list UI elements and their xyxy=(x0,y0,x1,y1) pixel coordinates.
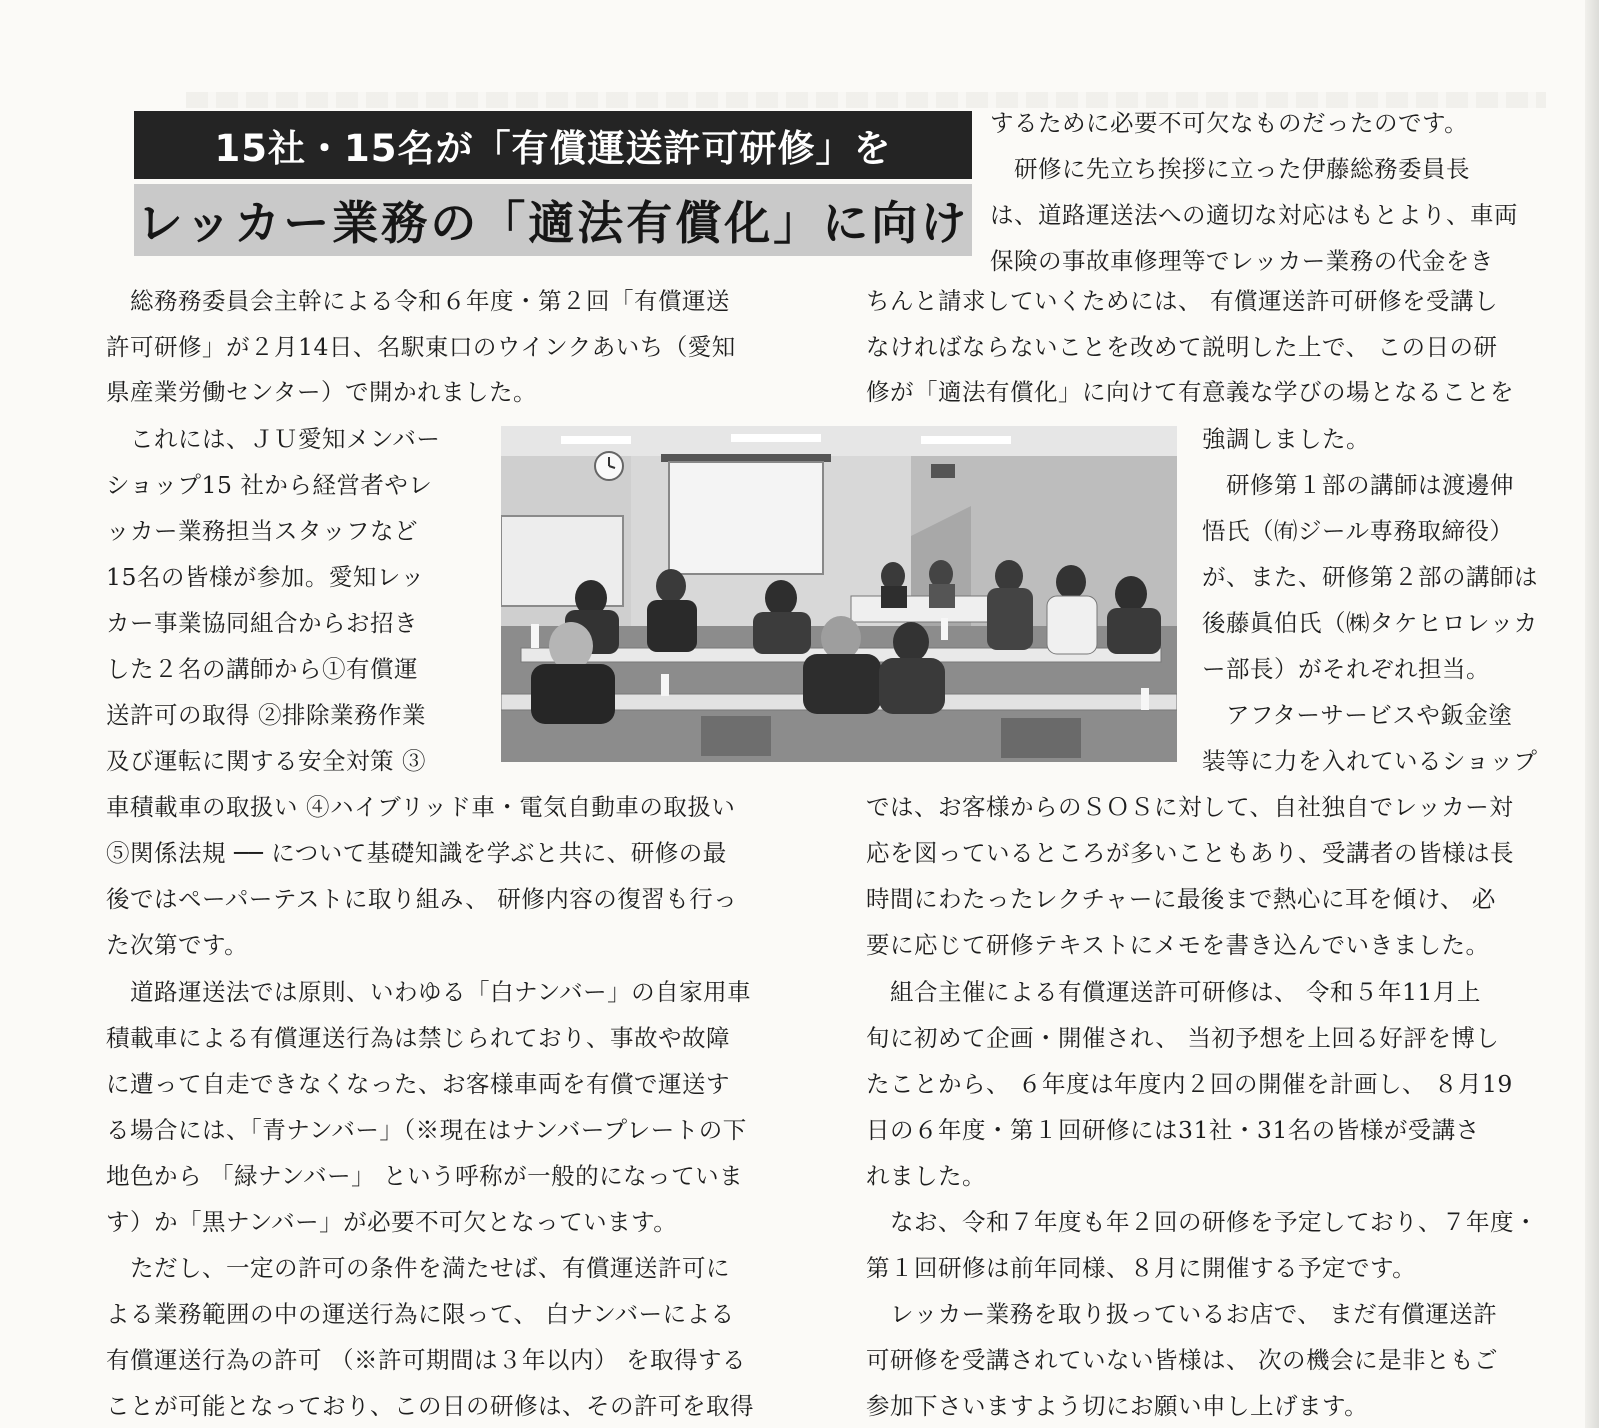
body-line-left: 送許可の取得 ②排除業務作業 xyxy=(106,701,426,729)
body-line-right: 可研修を受講されていない皆様は、 次の機会に是非ともご xyxy=(866,1346,1498,1374)
body-line-right: 要に応じて研修テキストにメモを書き込んでいきました。 xyxy=(866,931,1490,959)
body-line-right: れました。 xyxy=(866,1162,986,1190)
body-line-right: 参加下さいますよう切にお願い申し上げます。 xyxy=(866,1392,1369,1420)
body-line-right: 研修に先立ち挨拶に立った伊藤総務委員長 xyxy=(990,155,1470,183)
body-line-left: 車積載車の取扱い ④ハイブリッド車・電気自動車の取扱い xyxy=(106,793,736,821)
body-line-right: では、お客様からのＳＯＳに対して、自社独自でレッカー対 xyxy=(866,793,1514,821)
body-line-left: 後ではペーパーテストに取り組み、 研修内容の復習も行っ xyxy=(106,885,738,913)
body-line-left: ⑤関係法規 ── について基礎知識を学ぶと共に、研修の最 xyxy=(106,839,727,867)
body-line-left: 県産業労働センター）で開かれました。 xyxy=(106,378,538,406)
body-line-left: カー事業協同組合からお招き xyxy=(106,609,418,637)
body-line-left: 積載車による有償運送行為は禁じられており、事故や故障 xyxy=(106,1024,730,1052)
body-line-right: 旬に初めて企画・開催され、 当初予想を上回る好評を博し xyxy=(866,1024,1500,1052)
headline-block xyxy=(134,111,972,256)
body-line-left: ッカー業務担当スタッフなど xyxy=(106,517,418,545)
body-line-left: た次第です。 xyxy=(106,931,249,959)
body-line-right: なければならないことを改めて説明した上で、 この日の研 xyxy=(866,333,1498,361)
body-line-right: 組合主催による有償運送許可研修は、 令和５年11月上 xyxy=(866,978,1481,1006)
body-line-right: するために必要不可欠なものだったのです。 xyxy=(990,109,1469,137)
body-line-right: 強調しました。 xyxy=(1202,425,1370,453)
body-line-left: 地色から 「緑ナンバー」 という呼称が一般的になっていま xyxy=(106,1162,744,1190)
body-line-left: 総務務委員会主幹による令和６年度・第２回「有償運送 xyxy=(106,287,730,315)
headline-line-2: レッカー業務の「適法有償化」に向け xyxy=(134,184,972,256)
body-line-right: 第１回研修は前年同様、８月に開催する予定です。 xyxy=(866,1254,1417,1282)
body-line-right: 応を図っているところが多いこともあり、受講者の皆様は長 xyxy=(866,839,1514,867)
body-line-left: これには、ＪＵ愛知メンバー xyxy=(106,425,441,453)
body-line-right: 研修第１部の講師は渡邊伸 xyxy=(1202,471,1514,499)
body-line-right: 後藤眞伯氏（㈱タケヒロレッカ xyxy=(1202,609,1538,637)
scan-edge xyxy=(1585,0,1599,1428)
body-line-right: たことから、 ６年度は年度内２回の開催を計画し、 ８月19 xyxy=(866,1070,1513,1098)
body-line-right: ちんと請求していくためには、 有償運送許可研修を受講し xyxy=(866,287,1498,315)
body-line-right: アフターサービスや鈑金塗 xyxy=(1202,701,1513,729)
body-line-right: 日の６年度・第１回研修には31社・31名の皆様が受講さ xyxy=(866,1116,1480,1144)
body-line-left: 15名の皆様が参加。愛知レッ xyxy=(106,563,425,591)
body-line-left: 許可研修」が２月14日、名駅東口のウインクあいち（愛知 xyxy=(106,333,736,361)
body-line-left: 有償運送行為の許可 （※許可期間は３年以内） を取得する xyxy=(106,1346,746,1374)
headline-line-1: 15社・15名が「有償運送許可研修」を xyxy=(134,111,972,179)
body-line-right: 装等に力を入れているショップ xyxy=(1202,747,1538,775)
body-line-right: 修が「適法有償化」に向けて有意義な学びの場となることを xyxy=(866,378,1514,406)
body-line-left: 及び運転に関する安全対策 ③ xyxy=(106,747,426,775)
body-line-left: 道路運送法では原則、いわゆる「白ナンバー」の自家用車 xyxy=(106,978,752,1006)
body-line-left: す）か「黒ナンバー」が必要不可欠となっています。 xyxy=(106,1208,678,1236)
body-line-right: 保険の事故車修理等でレッカー業務の代金をき xyxy=(990,247,1494,275)
body-line-right: 悟氏（㈲ジール専務取締役） xyxy=(1202,517,1514,545)
body-line-right: は、道路運送法への適切な対応はもとより、車両 xyxy=(990,201,1518,229)
body-line-left: ただし、一定の許可の条件を満たせば、有償運送許可に xyxy=(106,1254,730,1282)
body-line-left: した２名の講師から①有償運 xyxy=(106,655,418,683)
seminar-photo xyxy=(501,426,1177,762)
body-line-left: に遭って自走できなくなった、お客様車両を有償で運送す xyxy=(106,1070,730,1098)
body-line-right: レッカー業務を取り扱っているお店で、 まだ有償運送許 xyxy=(866,1300,1498,1328)
body-line-right: 時間にわたったレクチャーに最後まで熱心に耳を傾け、 必 xyxy=(866,885,1496,913)
body-line-right: なお、令和７年度も年２回の研修を予定しており、７年度・ xyxy=(866,1208,1538,1236)
body-line-left: ショップ15 社から経営者やレ xyxy=(106,471,433,499)
body-line-right: ー部長）がそれぞれ担当。 xyxy=(1202,655,1490,683)
body-line-left: ことが可能となっており、この日の研修は、その許可を取得 xyxy=(106,1392,754,1420)
body-line-left: る場合には、「青ナンバー」（※現在はナンバープレートの下 xyxy=(106,1116,747,1144)
body-line-right: が、また、研修第２部の講師は xyxy=(1202,563,1538,591)
body-line-left: よる業務範囲の中の運送行為に限って、 白ナンバーによる xyxy=(106,1300,735,1328)
bleed-through-text xyxy=(186,92,1546,108)
